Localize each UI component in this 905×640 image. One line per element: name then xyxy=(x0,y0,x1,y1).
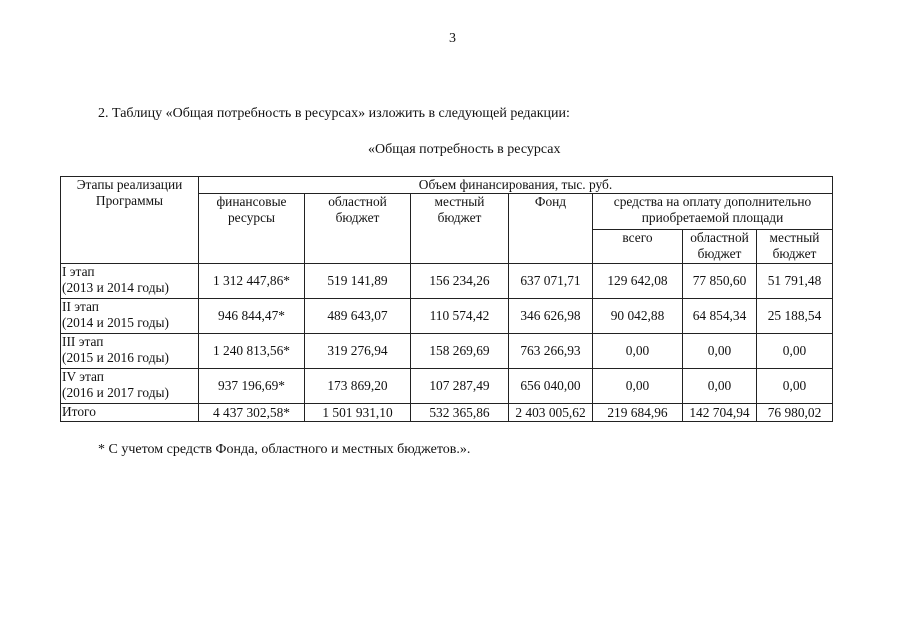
stage-years: (2014 и 2015 годы) xyxy=(62,315,169,330)
stage-cell xyxy=(61,369,199,404)
extra-regional-value: 64 854,34 xyxy=(683,299,757,334)
total-extra-total: 219 684,96 xyxy=(593,404,683,422)
table-row xyxy=(61,369,833,404)
extra-total-value: 90 042,88 xyxy=(593,299,683,334)
total-extra-local: 76 980,02 xyxy=(757,404,833,422)
total-label: Итого xyxy=(61,404,199,422)
header-volume: Объем финансирования, тыс. руб. xyxy=(199,177,833,194)
extra-total-value: 0,00 xyxy=(593,334,683,369)
table-title: «Общая потребность в ресурсах xyxy=(368,142,561,157)
total-fund: 2 403 005,62 xyxy=(509,404,593,422)
stage-cell xyxy=(61,299,199,334)
fund-value: 346 626,98 xyxy=(509,299,593,334)
table-row xyxy=(61,299,833,334)
footnote: * С учетом средств Фонда, областного и местных бюджетов.». xyxy=(98,442,471,457)
regional-value: 489 643,07 xyxy=(305,299,411,334)
stage-years: (2016 и 2017 годы) xyxy=(62,385,169,400)
financial-value: 946 844,47* xyxy=(199,299,305,334)
header-extra-total: всего xyxy=(593,230,683,264)
stage-cell xyxy=(61,334,199,369)
extra-local-value: 25 188,54 xyxy=(757,299,833,334)
extra-regional-value: 0,00 xyxy=(683,334,757,369)
regional-value: 519 141,89 xyxy=(305,264,411,299)
financial-value: 1 312 447,86* xyxy=(199,264,305,299)
header-fund: Фонд xyxy=(509,194,593,264)
stage-name: I этап xyxy=(62,264,95,279)
header-local: местный бюджет xyxy=(411,194,509,264)
header-extra-regional: областной бюджет xyxy=(683,230,757,264)
extra-regional-value: 0,00 xyxy=(683,369,757,404)
local-value: 107 287,49 xyxy=(411,369,509,404)
regional-value: 319 276,94 xyxy=(305,334,411,369)
resources-table xyxy=(60,176,833,422)
header-stages: Этапы реализации Программы xyxy=(61,177,199,264)
total-row xyxy=(61,404,833,422)
stage-cell xyxy=(61,264,199,299)
total-regional: 1 501 931,10 xyxy=(305,404,411,422)
stage-name: II этап xyxy=(62,299,99,314)
fund-value: 656 040,00 xyxy=(509,369,593,404)
fund-value: 637 071,71 xyxy=(509,264,593,299)
intro-paragraph: 2. Таблицу «Общая потребность в ресурсах» изложить в следующей редакции: xyxy=(98,106,570,121)
local-value: 156 234,26 xyxy=(411,264,509,299)
financial-value: 937 196,69* xyxy=(199,369,305,404)
header-regional: областной бюджет xyxy=(305,194,411,264)
extra-local-value: 51 791,48 xyxy=(757,264,833,299)
extra-local-value: 0,00 xyxy=(757,334,833,369)
total-financial: 4 437 302,58* xyxy=(199,404,305,422)
extra-local-value: 0,00 xyxy=(757,369,833,404)
fund-value: 763 266,93 xyxy=(509,334,593,369)
header-extra-local: местный бюджет xyxy=(757,230,833,264)
header-financial: финансовые ресурсы xyxy=(199,194,305,264)
stage-years: (2015 и 2016 годы) xyxy=(62,350,169,365)
local-value: 158 269,69 xyxy=(411,334,509,369)
local-value: 110 574,42 xyxy=(411,299,509,334)
stage-years: (2013 и 2014 годы) xyxy=(62,280,169,295)
extra-regional-value: 77 850,60 xyxy=(683,264,757,299)
table-row xyxy=(61,334,833,369)
financial-value: 1 240 813,56* xyxy=(199,334,305,369)
table-row xyxy=(61,264,833,299)
extra-total-value: 0,00 xyxy=(593,369,683,404)
regional-value: 173 869,20 xyxy=(305,369,411,404)
header-extra-area: средства на оплату дополнительно приобретаемой площади xyxy=(593,194,833,230)
extra-total-value: 129 642,08 xyxy=(593,264,683,299)
total-extra-regional: 142 704,94 xyxy=(683,404,757,422)
page-number: 3 xyxy=(449,31,456,46)
total-local: 532 365,86 xyxy=(411,404,509,422)
stage-name: IV этап xyxy=(62,369,104,384)
stage-name: III этап xyxy=(62,334,104,349)
